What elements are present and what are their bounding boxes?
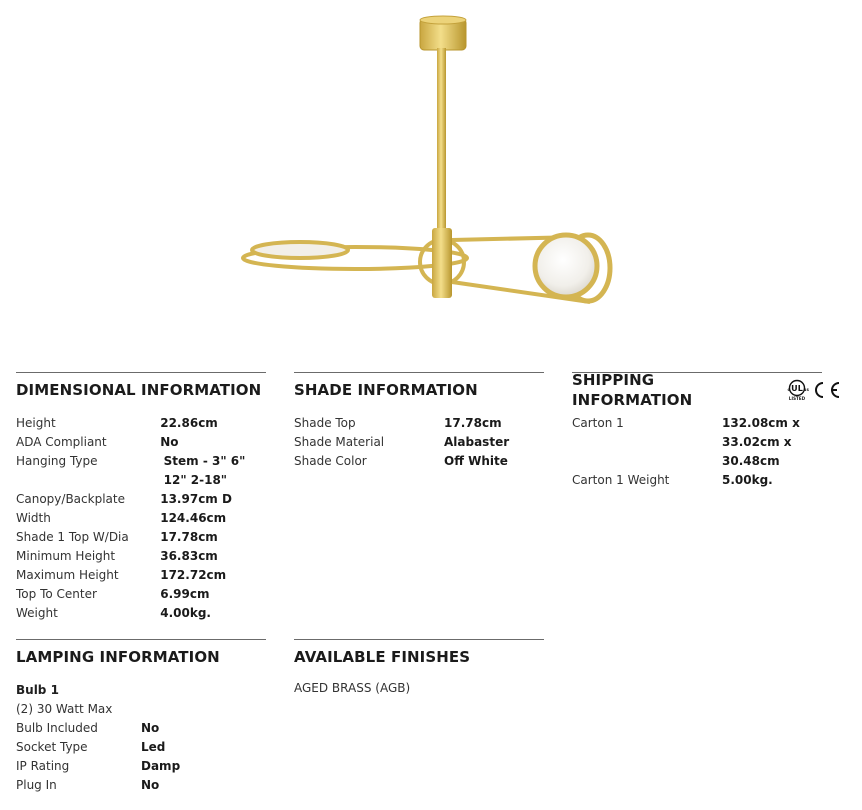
- product-image: [0, 0, 862, 330]
- spec-value: Off White: [444, 454, 508, 468]
- spec-row: [294, 433, 544, 452]
- spec-label: Shade Top: [294, 416, 356, 430]
- spec-label: Width: [16, 511, 51, 525]
- spec-label: Maximum Height: [16, 568, 119, 582]
- spec-label: Minimum Height: [16, 549, 116, 563]
- bulb-title: Bulb 1: [16, 683, 59, 697]
- spec-label: Socket Type: [16, 740, 88, 754]
- section-title: SHADE INFORMATION: [294, 381, 478, 399]
- spec-label: Shade Material: [294, 435, 385, 449]
- spec-value: 124.46cm: [160, 511, 227, 525]
- svg-text:c: c: [787, 387, 790, 392]
- spec-row: [16, 547, 266, 566]
- spec-row: [16, 433, 266, 452]
- spec-row: [572, 471, 842, 490]
- spec-value: Led: [141, 740, 166, 754]
- spec-row: [16, 719, 266, 738]
- dimensional-section: [16, 372, 266, 623]
- spec-row: [16, 528, 266, 547]
- spec-value: 17.78cm: [444, 416, 502, 430]
- spec-label: Carton 1 Weight: [572, 473, 670, 487]
- spec-row: [16, 604, 266, 623]
- svg-text:UL: UL: [791, 384, 803, 393]
- spec-row: [16, 585, 266, 604]
- finishes-section: [294, 639, 544, 695]
- spec-label: Shade Color: [294, 454, 367, 468]
- spec-table: [16, 414, 266, 623]
- spec-label: Top To Center: [16, 587, 97, 601]
- spec-row: [16, 757, 266, 776]
- spec-label: Canopy/Backplate: [16, 492, 125, 506]
- spec-value: No: [160, 435, 179, 449]
- svg-text:LISTED: LISTED: [788, 396, 806, 401]
- spec-value: 132.08cm x 33.02cm x 30.48cm: [722, 416, 800, 468]
- section-title: LAMPING INFORMATION: [16, 648, 220, 666]
- section-title: AVAILABLE FINISHES: [294, 648, 471, 666]
- spec-label: Bulb Included: [16, 721, 98, 735]
- ce-mark-icon: [816, 383, 839, 397]
- lamping-section: [16, 639, 266, 795]
- spec-value: 22.86cm: [160, 416, 218, 430]
- spec-label: ADA Compliant: [16, 435, 107, 449]
- spec-row: [572, 414, 842, 471]
- spec-value: 6.99cm: [160, 587, 210, 601]
- section-title: SHIPPING INFORMATION: [572, 371, 693, 409]
- svg-text:us: us: [803, 387, 809, 392]
- spec-value: 17.78cm: [160, 530, 218, 544]
- spec-table: [16, 719, 266, 795]
- spec-value: 13.97cm D: [160, 492, 232, 506]
- spec-row: [16, 490, 266, 509]
- spec-label: Shade 1 Top W/Dia: [16, 530, 129, 544]
- spec-row: [16, 776, 266, 795]
- section-divider: [16, 372, 266, 373]
- spec-label: Plug In: [16, 778, 57, 792]
- certification-marks: [786, 379, 842, 401]
- spec-label: Hanging Type: [16, 454, 98, 468]
- spec-value: Damp: [141, 759, 181, 773]
- spec-table: [294, 414, 544, 471]
- section-title: DIMENSIONAL INFORMATION: [16, 381, 262, 399]
- spec-row: [16, 452, 266, 490]
- spec-row: [16, 738, 266, 757]
- right-shade: [535, 235, 597, 297]
- spec-value: No: [141, 721, 160, 735]
- section-divider: [294, 639, 544, 640]
- spec-table: [572, 414, 842, 490]
- spec-row: [16, 566, 266, 585]
- shipping-section: [572, 372, 842, 490]
- spec-label: Carton 1: [572, 416, 624, 430]
- spec-value: Alabaster: [444, 435, 510, 449]
- spec-value: 5.00kg.: [722, 473, 773, 487]
- spec-label: Height: [16, 416, 56, 430]
- shade-section: [294, 372, 544, 471]
- section-divider: [16, 639, 266, 640]
- spec-value: Stem - 3" 6" 12" 2-18": [163, 454, 246, 487]
- spec-value: 36.83cm: [160, 549, 218, 563]
- spec-label: Weight: [16, 606, 58, 620]
- bulb-description: (2) 30 Watt Max: [16, 702, 113, 716]
- spec-label: IP Rating: [16, 759, 70, 773]
- spec-row: [294, 452, 544, 471]
- spec-row: [16, 509, 266, 528]
- spec-value: 172.72cm: [160, 568, 227, 582]
- ul-listed-icon: [786, 379, 842, 401]
- section-title-row: [572, 371, 842, 409]
- spec-row: [16, 414, 266, 433]
- spec-value: No: [141, 778, 160, 792]
- spec-value: 4.00kg.: [160, 606, 211, 620]
- section-divider: [294, 372, 544, 373]
- finish-item: AGED BRASS (AGB): [294, 681, 411, 695]
- spec-row: [294, 414, 544, 433]
